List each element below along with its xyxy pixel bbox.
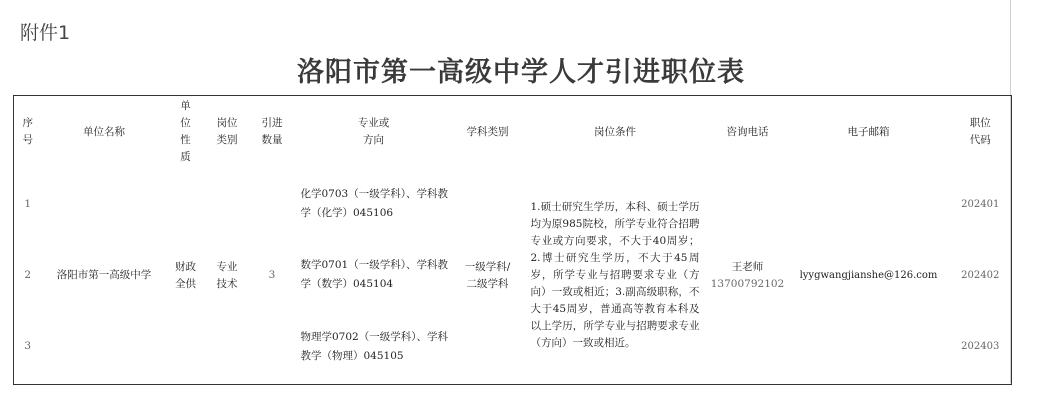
row-major: 化学0703（一级学科）、学科教学（化学）045106 [300, 188, 448, 219]
col-email: 电子邮箱 [847, 125, 890, 138]
unit-nature: 财政全供 [175, 260, 196, 290]
col-seq: 序号 [22, 117, 33, 146]
col-count: 引进数量 [261, 117, 283, 146]
row-code: 202403 [961, 341, 1000, 353]
col-code: 职位代码 [969, 117, 991, 146]
col-major: 专业或方向 [357, 117, 390, 146]
contact-email: lyygwangjianshe@126.com [799, 270, 938, 282]
attachment-label: 附件1 [20, 22, 71, 44]
row-seq: 1 [24, 197, 32, 210]
position-category: 专业技术 [216, 260, 238, 290]
row-major: 物理学0702（一级学科）、学科教学（物理）045105 [300, 330, 448, 362]
unit-name: 洛阳市第一高级中学 [56, 269, 152, 282]
row-code: 202401 [961, 198, 1000, 210]
subject-category: 一级学科/二级学科 [464, 260, 511, 290]
col-subject: 学科类别 [466, 125, 509, 138]
row-major: 数学0701（一级学科）、学科教学（数学）045104 [300, 259, 448, 290]
phone-number: 13700792102 [710, 277, 785, 290]
hire-count: 3 [268, 269, 276, 282]
row-code: 202402 [961, 269, 1000, 281]
row-seq: 3 [24, 340, 32, 353]
header-row [14, 96, 1012, 169]
page-title: 洛阳市第一高级中学人才引进职位表 [297, 57, 745, 88]
col-category: 岗位类别 [216, 117, 238, 146]
col-conditions: 岗位条件 [594, 125, 636, 138]
col-phone: 咨询电话 [726, 125, 769, 138]
contact-phone [708, 168, 788, 384]
position-conditions: 1.硕士研究生学历，本科、硕士学历均为原985院校，所学专业符合招聘专业或方向要求，不大于40周岁；2.博士研究生学历，不大于45周岁，所学专业与招聘要求专业（方向）一致或相近；3.副高级职称，不大于45周岁，普通高等教育本科及以上学历，所学专业与招聘要求专业（方向）一致或相近。 [530, 201, 700, 350]
col-unit: 单位名称 [83, 125, 125, 138]
col-nature: 单位性质 [180, 100, 191, 163]
positions-table [13, 95, 1012, 385]
contact-name: 王老师 [731, 260, 764, 273]
row-seq: 2 [24, 268, 32, 281]
table-row [14, 168, 1012, 240]
